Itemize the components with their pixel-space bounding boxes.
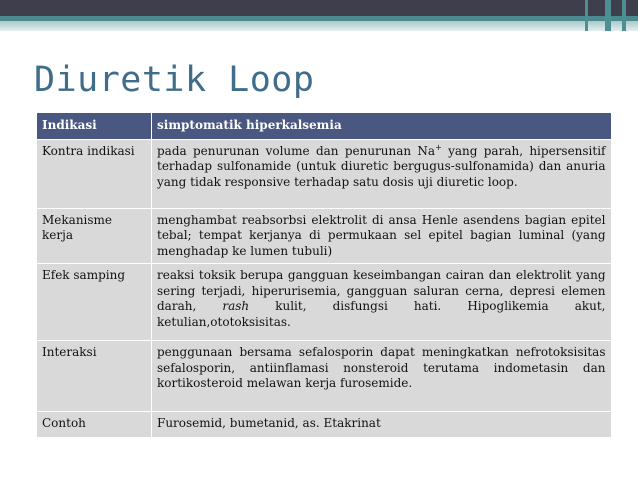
value-text: kulit, disfungsi hati. Hipoglikemia akut, ketulian,ototoksisitas. [157,299,606,329]
row-label-cell: Efek samping [37,264,152,341]
table-row [37,412,611,438]
row-label-cell: Kontra indikasi [37,139,152,208]
table-row [37,139,611,208]
top-banner-dark [0,0,638,16]
slide-title: Diuretik Loop [34,60,315,100]
table-row [37,341,611,412]
superscript-text: + [435,142,442,152]
row-value-cell [152,139,611,208]
row-value-cell [152,264,611,341]
italic-text: rash [222,299,250,313]
row-value-cell: penggunaan bersama sefalosporin dapat meningkatkan nefrotoksisitas sefalosporin, antiinflamasi nonsteroid terutama indometasin dan kortikosteroid melawan kerja furosemide. [152,341,611,412]
row-label-cell: Interaksi [37,341,152,412]
table-header-row [37,113,611,140]
value-text: yang parah, hipersensitif terhadap sulfonamide (untuk diuretic bergugus-sulfonamida) dan anuria yang tidak responsive terhadap satu dosis uji diuretic loop. [157,143,606,189]
banner-stripe [622,0,626,31]
value-text: pada penurunan volume dan penurunan Na [157,143,436,158]
info-table [36,112,611,437]
header-label-cell: Indikasi [37,113,152,140]
header-value-cell: simptomatik hiperkalsemia [152,113,611,140]
top-banner-gradient [0,21,638,31]
banner-stripe [585,0,588,31]
row-label-cell: Contoh [37,412,152,438]
value-text: reaksi toksik berupa gangguan keseimbangan cairan dan elektrolit yang sering terjadi, hiperurisemia, gangguan saluran cerna, depresi elemen darah, [157,268,606,313]
banner-stripe [605,0,611,31]
row-value-cell: menghambat reabsorbsi elektrolit di ansa Henle asendens bagian epitel tebal; tempat kerjanya di permukaan sel epitel bagian luminal (yang menghadap ke lumen tubuli) [152,208,611,264]
table-row [37,264,611,341]
table-row [37,208,611,264]
row-label-cell: Mekanisme kerja [37,208,152,264]
row-value-cell: Furosemid, bumetanid, as. Etakrinat [152,412,611,438]
